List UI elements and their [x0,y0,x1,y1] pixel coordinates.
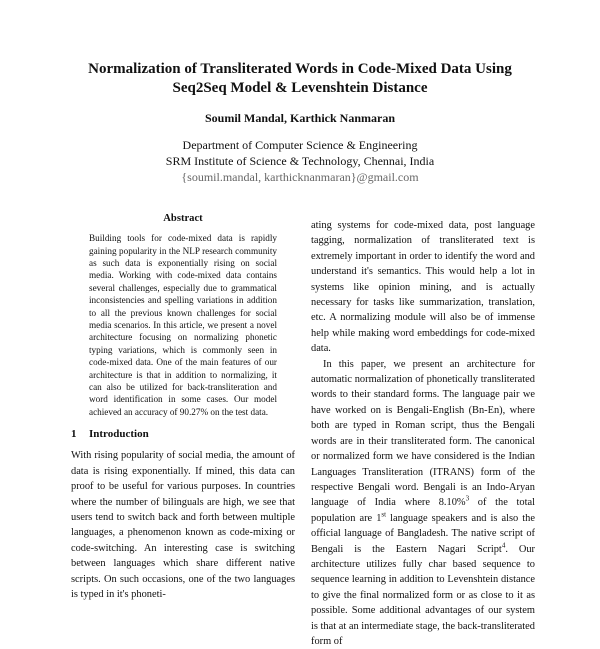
intro-paragraph-2 [311,357,535,649]
affiliation-department: Department of Computer Science & Engineering [182,138,418,152]
section-heading-introduction [71,428,295,441]
abstract-heading: Abstract [163,213,203,224]
left-column [71,212,295,602]
paper-authors: Soumil Mandal, Karthick Nanmaran [204,111,396,125]
footnote-marker-3: 3 [465,494,470,503]
intro-text-segment: In this paper, we present an architecture for automatic normalization of phonetically transliterated words to their standard forms. The language pair we have worked on is Bengali-English (Bn-En), where both are typed in Roman script, thus the Bengali words are in their transliterated form. The canonical or normalized form we have considered is the Indian Languages Transliteration (ITRANS) form of the respective Bengali word. Bengali is an Indo-Aryan language of India where 8.10% [311,358,535,509]
section-number: 1 [71,428,77,441]
paper-title: Normalization of Transliterated Words in Code-Mixed Data Using Seq2Seq Model & Levenshtein Distance [88,61,512,96]
intro-paragraph-1: With rising popularity of social media, the amount of data is rising exponentially. If mined, this data can proof to be useful for various purposes. In countries where the number of bilinguals are high, we see that users tend to switch back and forth between multiple languages, a phenomenon known as code-mixing or code-switching. An interesting case is switching between languages which share different native scripts. On such occasions, one of the two languages is typed in it's phoneti- [71,450,295,600]
author-email: {soumil.mandal, karthicknanmaran}@gmail.com [181,170,419,184]
section-title: Introduction [89,428,149,441]
right-column [311,218,535,649]
affiliation-institute: SRM Institute of Science & Technology, Chennai, India [165,154,435,168]
abstract-text: Building tools for code-mixed data is rapidly gaining popularity in the NLP research community as such data is exponentially rising on social media. Working with code-mixed data contains several challenges, especially due to grammatical inconsistencies and spelling variations in addition to all the previous known challenges for social media scenarios. In this article, we present a novel architecture focusing on normalizing phonetic typing variations, which is commonly seen in code-mixed data. One of the main features of our architecture is that in addition to normalizing, it can also be utilized for back-transliteration and word identification in some cases. Our model achieved an accuracy of 90.27% on the test data. [89,233,277,417]
intro-paragraph-continued: ating systems for code-mixed data, post language tagging, normalization of transliterated text is extremely important in order to identify the word and understand it's semantics. This would help a lot in systems like opinion mining, and is actually necessary for tasks like summarization, translation, etc. A normalizing module will also be of immense help while making word embeddings for code-mixed data. [311,220,535,355]
intro-text-segment: language speakers and is also the official language of Bangladesh. The native script of Bengali is the Eastern Nagari Script [311,512,535,555]
intro-text-segment: of the total population are 1 [311,497,535,524]
footnote-marker-4: 4 [501,541,506,550]
affiliation [0,137,600,185]
superscript-st: st [381,510,387,519]
intro-text-segment: . Our architecture utilizes fully char based sequence to sequence learning in addition to Levenshtein distance to give the final normalized form or as close to it as possible. Some additional advantages of our system is that at an intermediate stage, the back-transliterated form of [311,543,535,647]
